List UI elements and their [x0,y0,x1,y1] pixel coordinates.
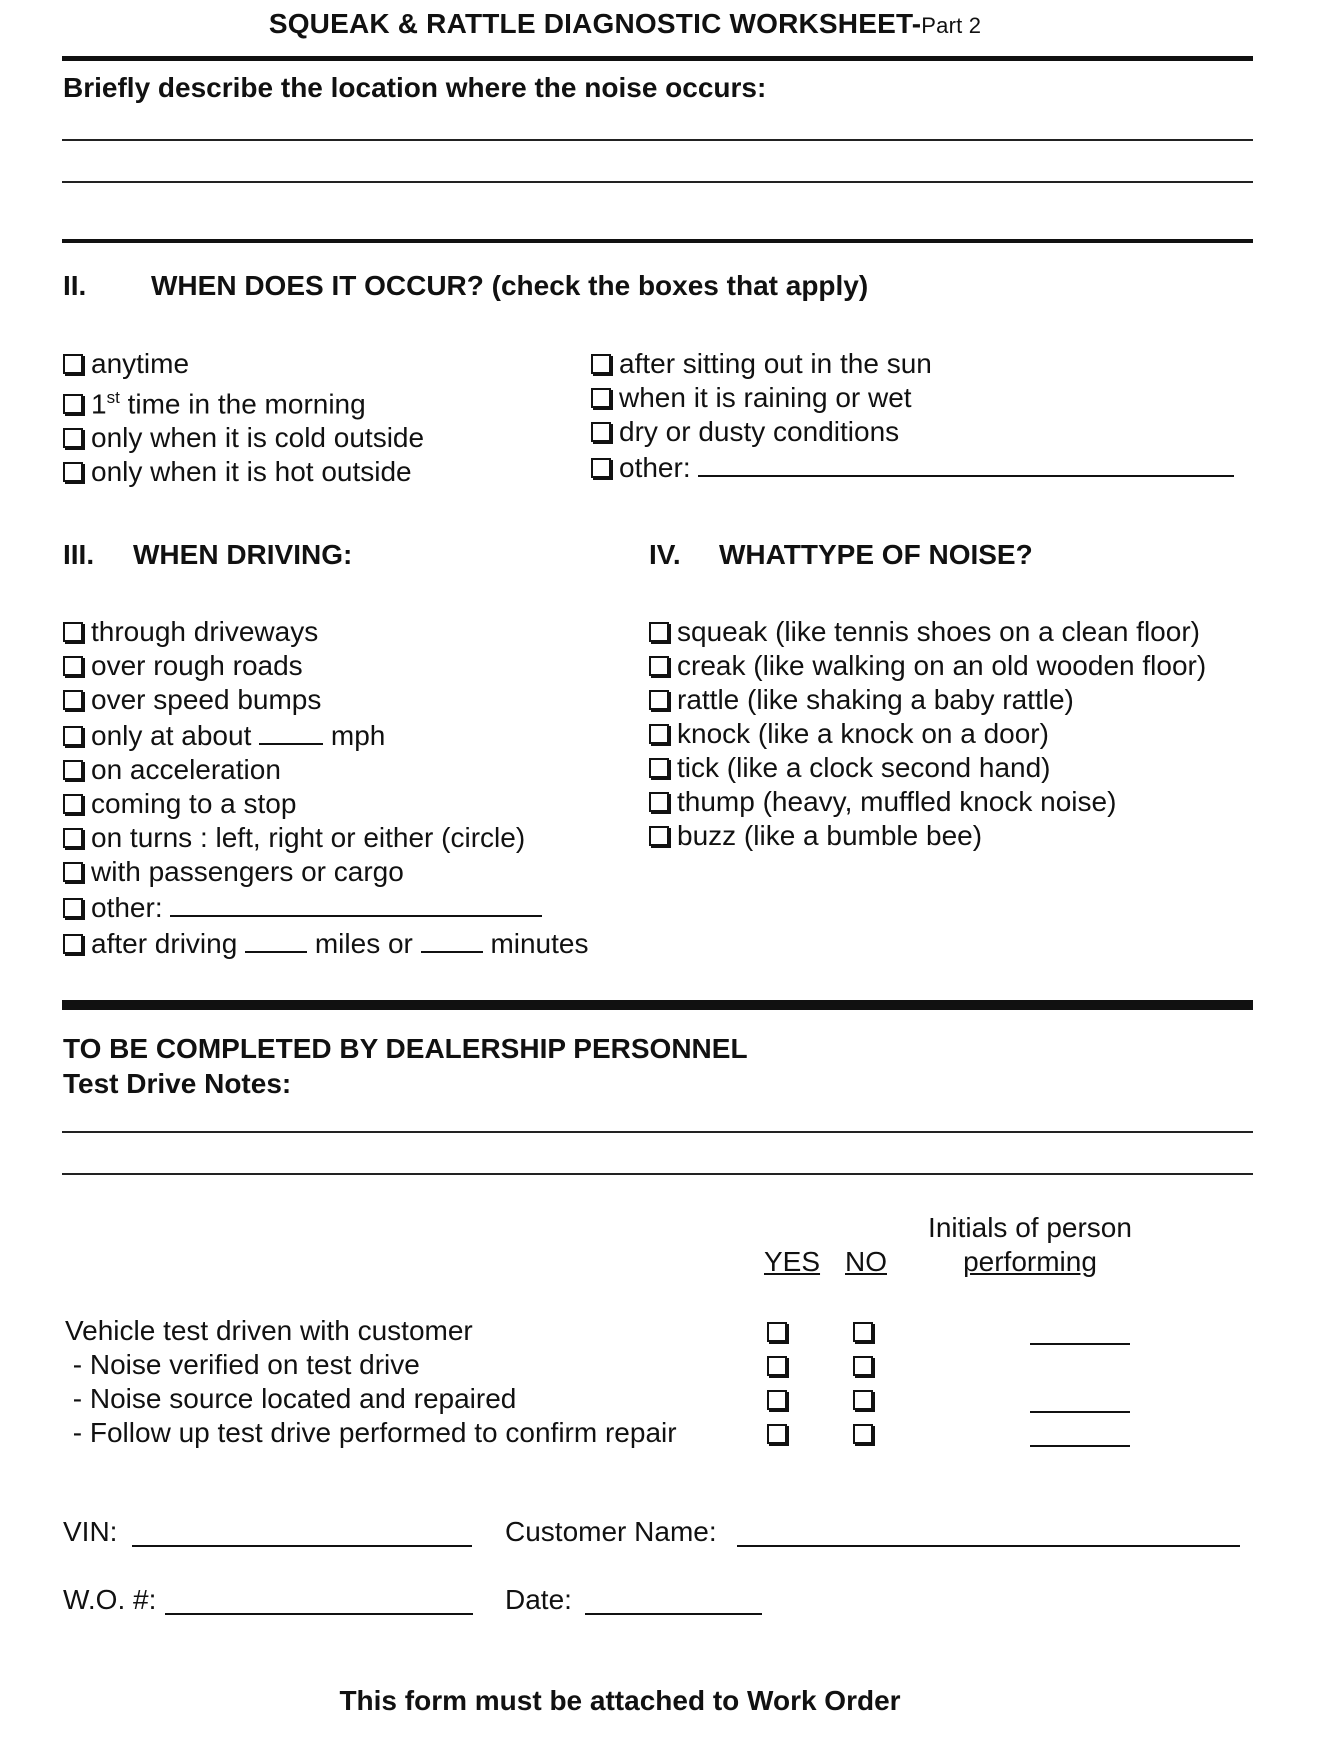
checkbox[interactable] [63,760,83,780]
list-item[interactable]: through driveways [63,615,588,649]
checkbox[interactable] [63,726,83,746]
initials-field[interactable] [1030,1411,1130,1413]
list-item[interactable]: with passengers or cargo [63,855,588,889]
checkbox[interactable] [63,354,83,374]
table-row-label: - Noise verified on test drive [65,1349,420,1380]
dealer-heading: TO BE COMPLETED BY DEALERSHIP PERSONNEL [63,1033,748,1064]
yes-checkbox[interactable] [767,1322,787,1342]
checkbox[interactable] [63,898,83,918]
location-line-3[interactable] [62,239,1253,243]
checkbox[interactable] [63,462,83,482]
yes-header: YES [764,1246,821,1277]
yes-checkbox[interactable] [767,1390,787,1410]
checkbox[interactable] [649,724,669,744]
list-item[interactable]: only when it is cold outside [63,421,424,455]
no-checkbox[interactable] [853,1424,873,1444]
checkbox[interactable] [63,428,83,448]
other-field[interactable] [698,449,1234,477]
list-item[interactable]: buzz (like a bumble bee) [649,819,1206,853]
minutes-field[interactable] [421,925,483,953]
list-item[interactable]: when it is raining or wet [591,381,1234,415]
section2-left-list [63,347,424,489]
section2-right-list [591,347,1234,485]
notes-line-2[interactable] [62,1173,1253,1175]
list-item[interactable]: dry or dusty conditions [591,415,1234,449]
list-item[interactable]: squeak (like tennis shoes on a clean floor) [649,615,1206,649]
checkbox[interactable] [649,758,669,778]
notes-label: Test Drive Notes: [63,1068,292,1099]
list-item[interactable]: thump (heavy, muffled knock noise) [649,785,1206,819]
list-item[interactable]: over rough roads [63,649,588,683]
section2-heading: WHEN DOES IT OCCUR? (check the boxes that apply) [151,270,869,301]
list-item[interactable]: on turns : left, right or either (circle) [63,821,588,855]
section3-number: III. [63,539,95,570]
list-item[interactable]: over speed bumps [63,683,588,717]
initials-header-2: performing [963,1246,1097,1277]
yes-checkbox[interactable] [767,1356,787,1376]
date-label: Date: [505,1584,572,1615]
section2-number: II. [63,270,87,301]
checkbox[interactable] [63,862,83,882]
checkbox[interactable] [63,794,83,814]
list-item[interactable]: other: [591,449,1234,485]
checkbox[interactable] [63,622,83,642]
section3-heading: WHEN DRIVING: [133,539,353,570]
section4-list [649,615,1206,853]
location-line-1[interactable] [62,139,1253,141]
list-item[interactable]: rattle (like shaking a baby rattle) [649,683,1206,717]
list-item[interactable]: anytime [63,347,424,381]
checkbox[interactable] [649,622,669,642]
vin-label: VIN: [63,1516,118,1547]
list-item[interactable]: knock (like a knock on a door) [649,717,1206,751]
checkbox[interactable] [63,690,83,710]
customer-name-field[interactable] [737,1545,1240,1547]
initials-header-1: Initials of person [928,1212,1132,1243]
top-rule [62,56,1253,61]
notes-line-1[interactable] [62,1131,1253,1133]
checkbox[interactable] [591,458,611,478]
page-title [0,8,1250,40]
title-main: SQUEAK & RATTLE DIAGNOSTIC WORKSHEET- [268,8,922,39]
checkbox[interactable] [591,354,611,374]
list-item[interactable]: creak (like walking on an old wooden floor) [649,649,1206,683]
table-row-label: - Noise source located and repaired [65,1383,517,1414]
no-checkbox[interactable] [853,1322,873,1342]
location-line-2[interactable] [62,181,1253,183]
wo-label: W.O. #: [63,1584,157,1615]
section4-number: IV. [649,539,681,570]
checkbox[interactable] [63,656,83,676]
customer-name-label: Customer Name: [505,1516,717,1547]
no-header: NO [845,1246,887,1277]
initials-field[interactable] [1030,1343,1130,1345]
no-checkbox[interactable] [853,1390,873,1410]
checkbox[interactable] [63,394,83,414]
table-row-label: - Follow up test drive performed to confirm repair [65,1417,677,1448]
mph-field[interactable] [259,717,323,745]
date-field[interactable] [585,1613,762,1615]
yes-checkbox[interactable] [767,1424,787,1444]
checkbox[interactable] [649,690,669,710]
other-field[interactable] [170,889,542,917]
initials-field[interactable] [1030,1445,1130,1447]
checkbox[interactable] [63,828,83,848]
section-divider [62,1000,1253,1010]
list-item[interactable]: coming to a stop [63,787,588,821]
table-row-label: Vehicle test driven with customer [65,1315,473,1346]
title-part: Part 2 [921,13,982,38]
footer-note: This form must be attached to Work Order [339,1685,901,1716]
vin-field[interactable] [132,1545,472,1547]
list-item[interactable]: 1st time in the morning [63,381,424,421]
no-checkbox[interactable] [853,1356,873,1376]
list-item[interactable]: tick (like a clock second hand) [649,751,1206,785]
wo-field[interactable] [165,1613,473,1615]
checkbox[interactable] [649,656,669,676]
location-prompt: Briefly describe the location where the noise occurs: [63,72,767,103]
list-item[interactable]: only when it is hot outside [63,455,424,489]
checkbox[interactable] [649,826,669,846]
miles-field[interactable] [245,925,307,953]
list-item[interactable]: other: [63,889,588,925]
list-item[interactable]: only at about mph [63,717,588,753]
checkbox[interactable] [63,934,83,954]
list-item[interactable]: after driving miles or minutes [63,925,588,961]
checkbox[interactable] [591,388,611,408]
section3-list [63,615,588,961]
list-item[interactable]: after sitting out in the sun [591,347,1234,381]
section4-heading: WHATTYPE OF NOISE? [719,539,1033,570]
checkbox[interactable] [591,422,611,442]
list-item[interactable]: on acceleration [63,753,588,787]
checkbox[interactable] [649,792,669,812]
